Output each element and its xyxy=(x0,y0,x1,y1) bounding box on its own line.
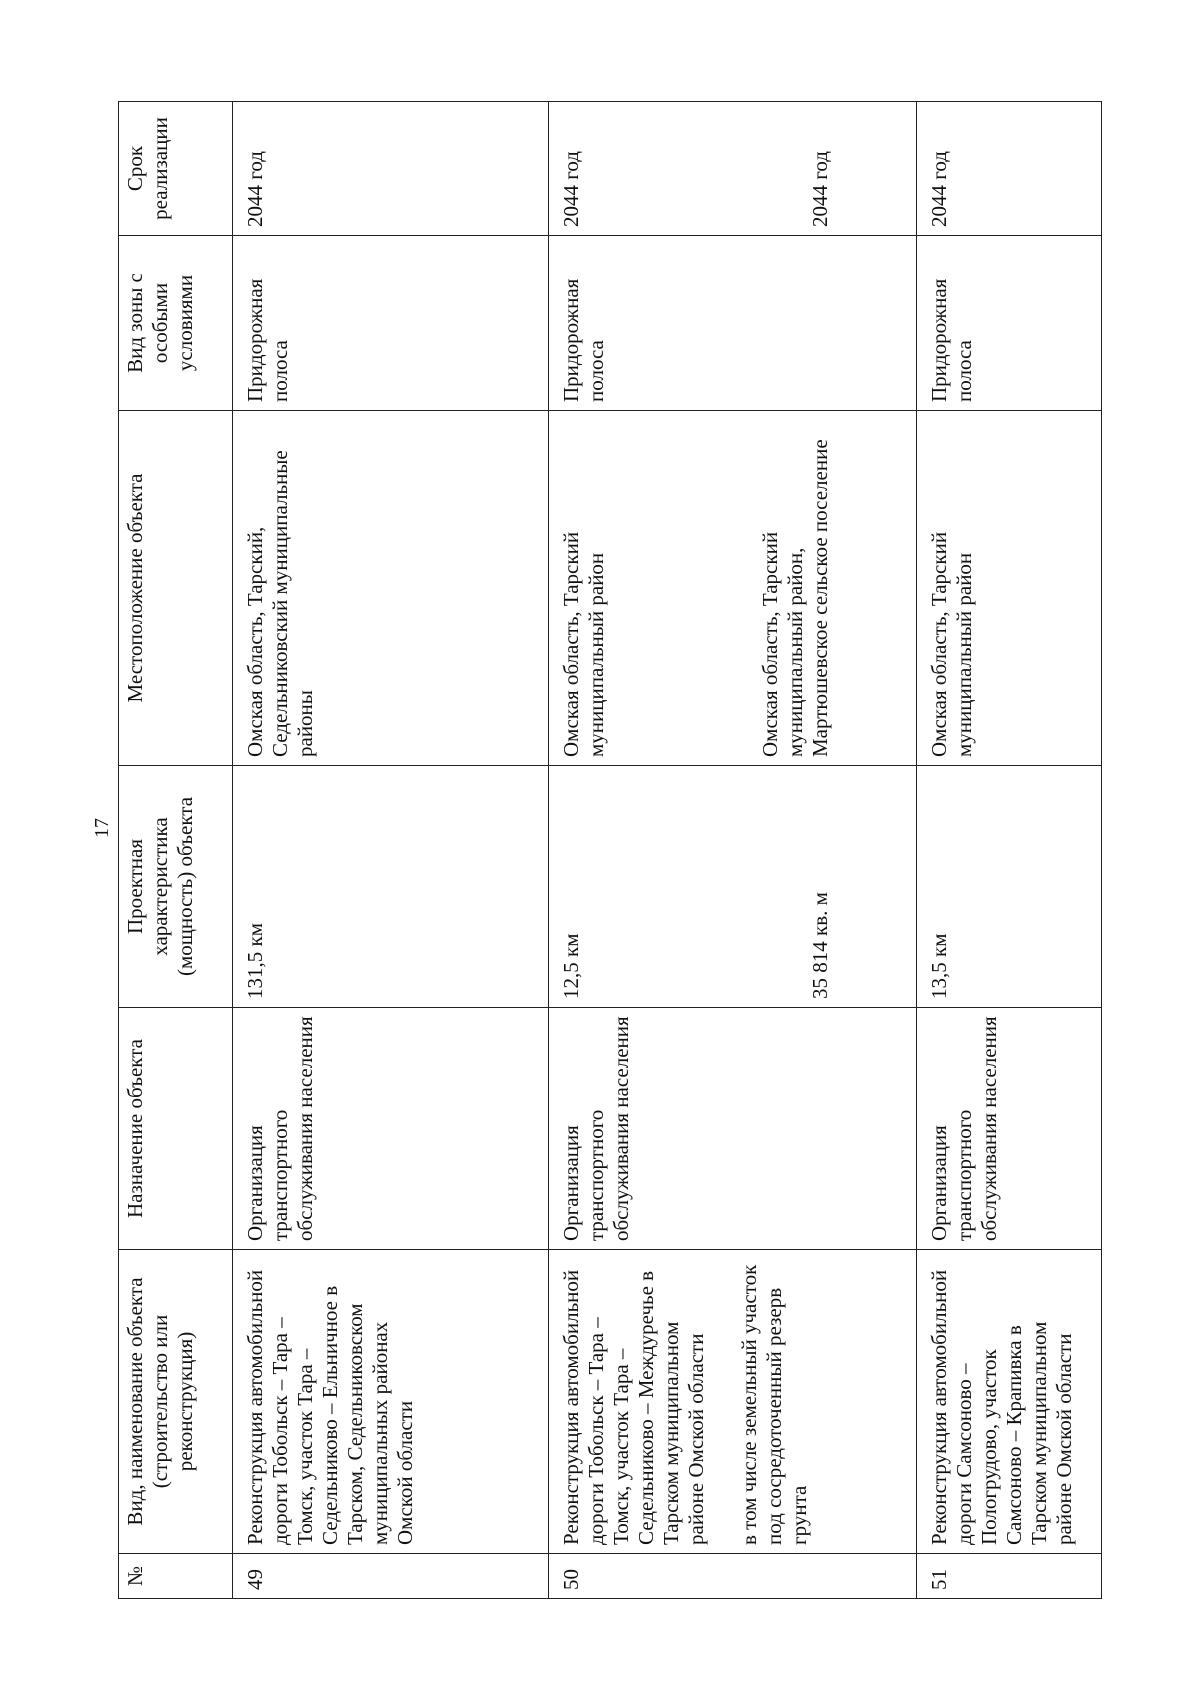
page-number: 17 xyxy=(91,818,113,838)
row-purpose: Организация транспортного обслуживания населения xyxy=(917,1008,1102,1250)
row-num: 49 xyxy=(233,1554,549,1599)
row-name: Реконструкция автомобильной дороги Тобольск – Тара – Томск, участок Тара – Седельниково – Ельничное в Тарском, Седельниковском муниципальных районах Омской области xyxy=(233,1250,549,1554)
row-num: 50 xyxy=(549,1554,917,1599)
row-sub-term: 2044 год xyxy=(808,151,832,227)
row-purpose: Организация транспортного обслуживания населения xyxy=(549,1008,917,1250)
header-capacity: Проектная характеристика (мощность) объекта xyxy=(119,766,233,1008)
row-num: 51 xyxy=(917,1554,1102,1599)
header-term: Срок реализации xyxy=(119,102,233,236)
row-name: Реконструкция автомобильной дороги Тобольск – Тара – Томск, участок Тара – Седельниково – Междуречье в Тарском муниципальном районе Омской области xyxy=(559,1269,708,1545)
row-sub-location: Омская область, Тарский муниципальный район, Мартюшевское сельское поселение xyxy=(758,439,832,757)
objects-table xyxy=(118,101,1102,1599)
header-zone: Вид зоны с особыми условиями xyxy=(119,236,233,411)
row-name-cell xyxy=(549,1250,917,1554)
row-location: Омская область, Тарский муниципальный район xyxy=(559,531,608,757)
row-location: Омская область, Тарский, Седельниковский муниципальные районы xyxy=(233,411,549,766)
row-zone: Придорожная полоса xyxy=(233,236,549,411)
row-zone: Придорожная полоса xyxy=(917,236,1102,411)
row-sub-name: в том числе земельный участок под сосредоточенный резерв грунта xyxy=(737,1264,811,1545)
row-term: 2044 год xyxy=(917,102,1102,236)
row-zone: Придорожная полоса xyxy=(549,236,917,411)
row-term: 2044 год xyxy=(233,102,549,236)
table-rotation-frame xyxy=(118,102,1092,1599)
row-capacity: 12,5 км xyxy=(559,933,583,999)
table-row xyxy=(549,102,917,1599)
row-sub-capacity: 35 814 кв. м xyxy=(808,892,832,999)
header-num: № xyxy=(119,1554,233,1599)
row-capacity: 13,5 км xyxy=(917,766,1102,1008)
row-purpose: Организация транспортного обслуживания населения xyxy=(233,1008,549,1250)
header-name: Вид, наименование объекта (строительство или реконструкция) xyxy=(119,1250,233,1554)
header-purpose: Назначение объекта xyxy=(119,1008,233,1250)
rotated-table-area xyxy=(118,102,1200,1590)
table-header-row xyxy=(119,102,233,1599)
row-name: Реконструкция автомобильной дороги Самсоново – Пологрудово, участок Самсоново – Крапивка в Тарском муниципальном районе Омской области xyxy=(917,1250,1102,1554)
row-capacity: 131,5 км xyxy=(233,766,549,1008)
table-row xyxy=(233,102,549,1599)
row-location-cell xyxy=(549,411,917,766)
row-location: Омская область, Тарский муниципальный район xyxy=(917,411,1102,766)
header-location: Местоположение объекта xyxy=(119,411,233,766)
row-term: 2044 год xyxy=(559,151,583,227)
row-term-cell xyxy=(549,102,917,236)
table-row xyxy=(917,102,1102,1599)
row-capacity-cell xyxy=(549,766,917,1008)
